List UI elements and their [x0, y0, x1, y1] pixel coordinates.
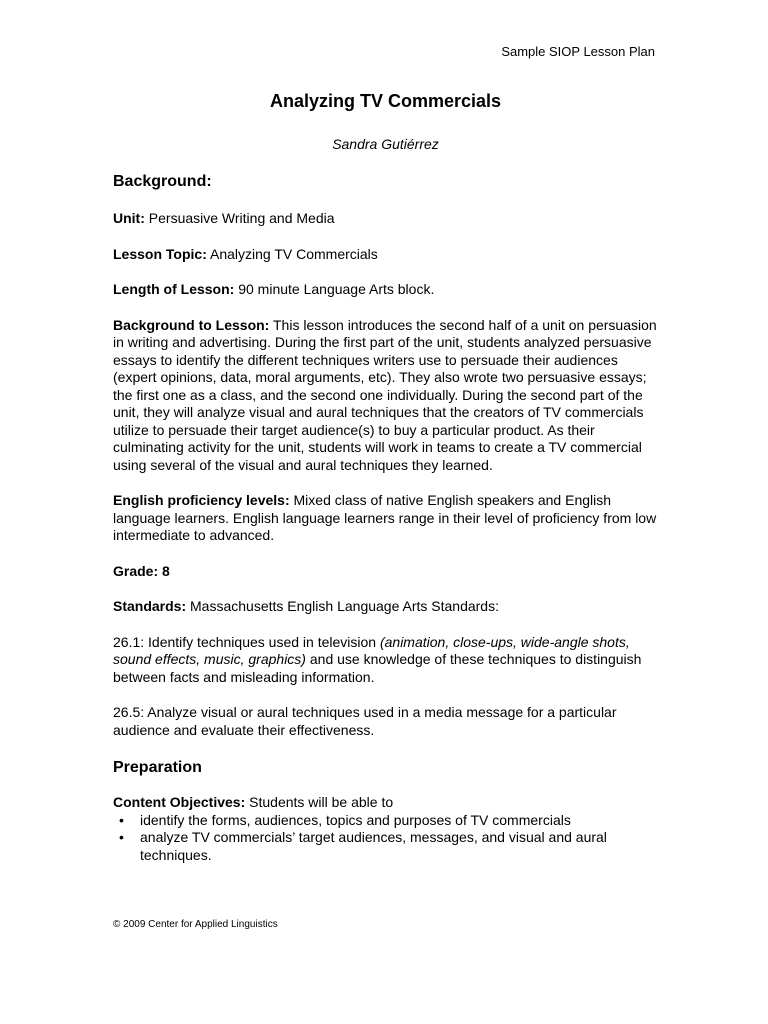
footer-copyright: © 2009 Center for Applied Linguistics [113, 919, 278, 930]
grade-line: Grade: 8 [113, 562, 170, 579]
content-objectives-label: Content Objectives: [113, 794, 246, 810]
list-item [113, 812, 658, 830]
content-objectives-value: Students will be able to [245, 794, 394, 810]
proficiency-label: English proficiency levels: [113, 492, 290, 508]
unit-paragraph [113, 210, 658, 228]
bullet-icon: • [119, 829, 124, 845]
unit-value: Persuasive Writing and Media [144, 210, 335, 226]
standard-26-5: 26.5: Analyze visual or aural techniques used in a media message for a particular audience and evaluate their effectiveness. [113, 704, 617, 738]
objective-text: analyze TV commercials’ target audiences, messages, and visual and aural techniques. [140, 829, 607, 863]
standards-value: Massachusetts English Language Arts Standards: [186, 598, 499, 614]
standards-label: Standards: [113, 598, 187, 614]
lesson-topic-paragraph [113, 246, 658, 264]
standard-26-1-examples: (animation, close-ups, wide-angle shots, sound effects, music, graphics) [113, 633, 630, 667]
document-author: Sandra Gutiérrez [332, 136, 439, 152]
page-content [113, 90, 658, 864]
proficiency-paragraph [113, 492, 658, 545]
standard-26-1-text: 26.1: Identify techniques used in television [113, 633, 380, 650]
lesson-topic-value: Analyzing TV Commercials [206, 245, 378, 262]
document-title: Analyzing TV Commercials [269, 91, 502, 111]
running-header: Sample SIOP Lesson Plan [501, 44, 655, 59]
objectives-list [113, 812, 658, 865]
section-heading-preparation: Preparation [113, 759, 202, 776]
section-heading-background: Background: [113, 173, 212, 190]
background-to-lesson-value: This lesson introduces the second half of a unit on persuasion in writing and advertising. During the first part of the unit, students analyzed persuasive essays to identify the different techniques writers use to persuade their audiences (expert opinions, data, moral arguments, etc). They also wrote two persuasive essays; the first one as a class, and the second one individually. During the second part of the unit, they will analyze visual and aural techniques that the creators of TV commercials utilize to persuade their target audience(s) to buy a particular product. As their culminating activity for the unit, students will work in teams to create a TV commercial using several of the visual and aural techniques they learned. [113, 316, 657, 473]
list-item [113, 829, 658, 864]
lesson-length-paragraph [113, 281, 658, 299]
objective-text: identify the forms, audiences, topics and purposes of TV commercials [140, 811, 571, 828]
bullet-icon: • [119, 811, 124, 828]
standards-paragraph [113, 598, 658, 616]
background-to-lesson-paragraph [113, 317, 658, 475]
lesson-length-label: Length of Lesson: [113, 281, 235, 297]
lesson-topic-label: Lesson Topic: [113, 245, 207, 262]
background-to-lesson-label: Background to Lesson: [113, 316, 270, 333]
unit-label: Unit: [113, 210, 145, 226]
content-objectives-paragraph [113, 794, 658, 812]
proficiency-value: Mixed class of native English speakers and English language learners. English language learners range in their level of proficiency from low intermediate to advanced. [113, 492, 657, 543]
standard-26-1-rest: and use knowledge of these techniques to distinguish between facts and misleading information. [113, 651, 642, 685]
standard-26-1 [113, 634, 658, 687]
lesson-length-value: 90 minute Language Arts block. [234, 281, 435, 297]
